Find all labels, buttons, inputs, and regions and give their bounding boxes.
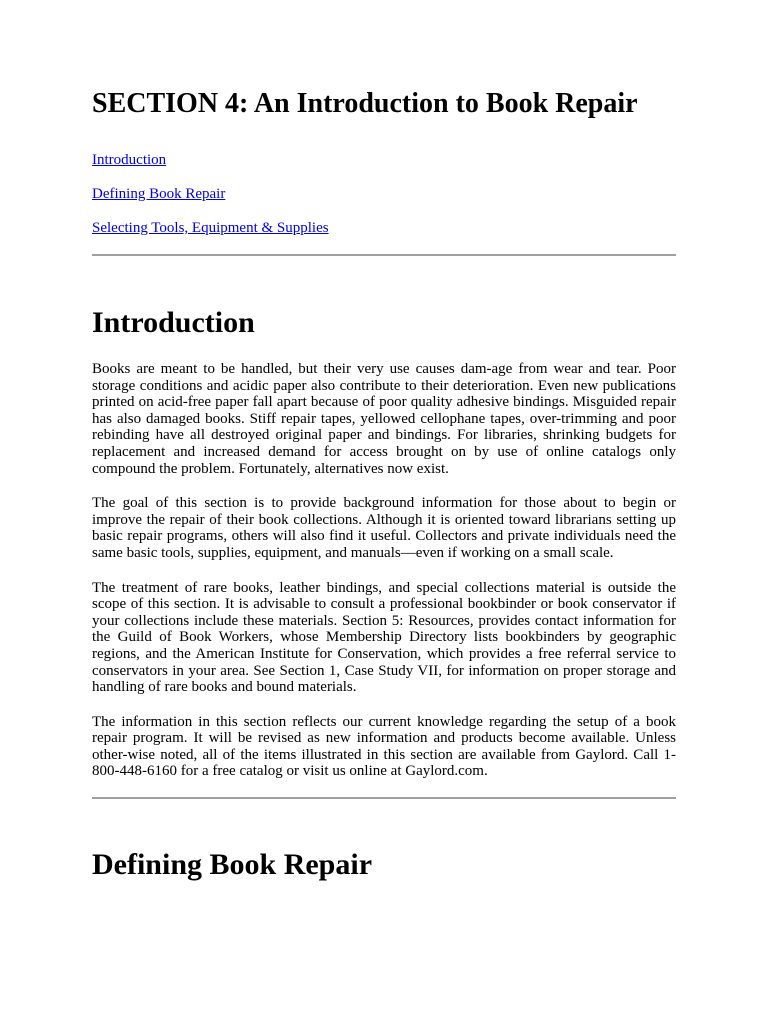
introduction-paragraph-3: The treatment of rare books, leather bindings, and special collections material is outside the scope of this section. It is advisable to consult a professional bookbinder or book conservator if your collections include these materials. Section 5: Resources, provides contact information for the Guild of Book Workers, whose Membership Directory lists bookbinders by geographic regions, and the American Institute for Conservation, which provides a free referral service to conservators in your area. See Section 1, Case Study VII, for information on proper storage and handling of rare books and bound materials. [92, 579, 676, 696]
introduction-section [92, 306, 676, 780]
table-of-contents [92, 151, 676, 237]
horizontal-rule [92, 254, 676, 256]
toc-link-selecting-tools[interactable]: Selecting Tools, Equipment & Supplies [92, 220, 329, 236]
defining-book-repair-heading: Defining Book Repair [92, 848, 373, 882]
introduction-heading: Introduction [92, 306, 255, 339]
section-title: SECTION 4: An Introduction to Book Repair [92, 88, 638, 119]
toc-link-introduction[interactable]: Introduction [92, 152, 167, 168]
toc-link-defining-book-repair[interactable]: Defining Book Repair [92, 186, 226, 202]
introduction-paragraph-1: Books are meant to be handled, but their very use causes dam-age from wear and tear. Poor storage conditions and acidic paper also contribute to their deterioration. Even new publications printed on acid-free paper fall apart because of poor quality adhesive bindings. Misguided repair has also damaged books. Stiff repair tapes, yellowed cellophane tapes, over-trimming and poor rebinding have all destroyed original paper and bindings. For libraries, shrinking budgets for replacement and increased demand for access brought on by use of online catalogs only compound the problem. Fortunately, alternatives now exist. [92, 361, 676, 477]
horizontal-rule [92, 797, 676, 799]
introduction-paragraph-4: The information in this section reflects our current knowledge regarding the setup of a book repair program. It will be revised as new information and products become available. Unless other-wise noted, all of the items illustrated in this section are available from Gaylord. Call 1-800-448-6160 for a free catalog or visit us online at Gaylord.com. [92, 713, 676, 780]
introduction-paragraph-2: The goal of this section is to provide background information for those about to begin or improve the repair of their book collections. Although it is oriented toward librarians setting up basic repair programs, others will also find it useful. Collectors and private individuals need the same basic tools, supplies, equipment, and manuals—even if working on a small scale. [92, 495, 676, 561]
